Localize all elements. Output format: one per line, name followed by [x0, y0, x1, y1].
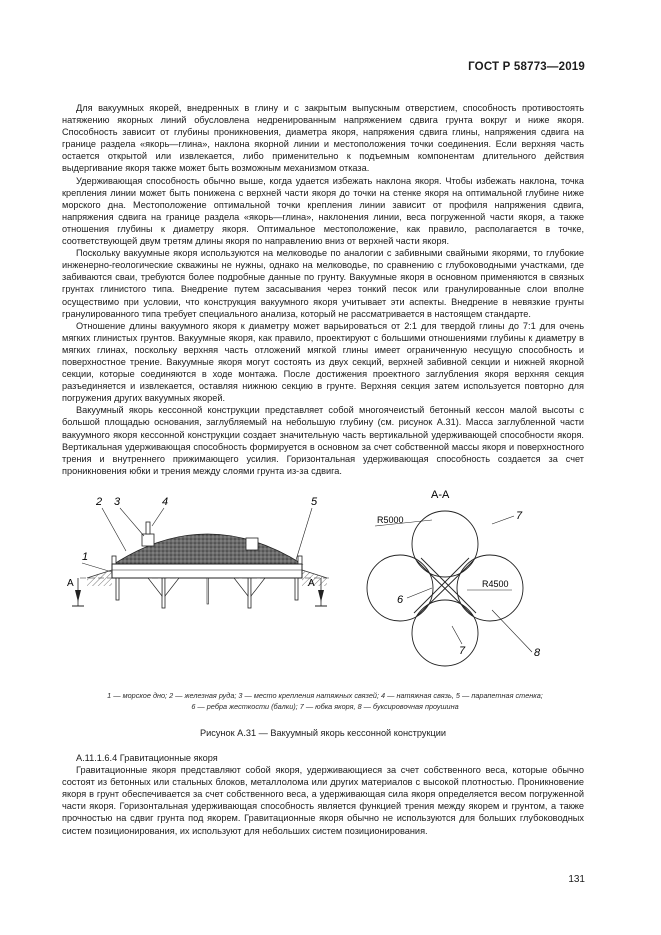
document-header: ГОСТ Р 58773—2019	[468, 61, 585, 73]
section-paragraph: Гравитационные якоря представляют собой якоря, удерживающиеся за счет собственного веса, которые обычно состоят из бетонных или стальных блоков, металлолома или других материалов с высокой плотностью. Проникновение якоря в грунт обеспечивается за счет собственного веса, а удерживающая сила якоря определяется весом погруженной части якоря. Горизонтальная удерживающая способность является функцией трения между якорем и грунтом, а также прочностью на сдвиг грунта под якорем. Гравитационные якоря обычно не используются для больших глубоководных систем позиционирования, их используют для небольших систем позиционирования.	[62, 765, 584, 836]
figure-drawing	[62, 486, 592, 686]
paragraph: Удерживающая способность обычно выше, когда удается избежать наклона якоря. Чтобы избежать наклона, точка крепления линии может быть понижена с верхней части якоря до точки на стенке якоря на оптимальной глубине ниже морского дна. Местоположение оптимальной точки крепления линии зависит от профиля напряжения сдвига, напряжения сдвига на границе раздела «якорь—глина», наклонения линии, веса погруженной части якоря, а также отношения глубины к диаметру якоря. Оптимальное местоположение, как правило, располагается в точке, соответствующей двум третям длины якоря по направлению вниз от верхней части якоря.	[62, 175, 584, 247]
callout-7-bottom: 7	[459, 645, 466, 657]
side-view	[67, 496, 332, 608]
figure-caption: Рисунок А.31 — Вакуумный якорь кессонной конструкции	[199, 728, 446, 738]
page-number: 131	[568, 874, 585, 885]
section-label: А-А	[431, 489, 450, 501]
paragraph: Для вакуумных якорей, внедренных в глину и с закрытым выпускным отверстием, способность противостоять натяжению якорных линий обусловлена недренированным напряжением сдвига грунта вокруг и ниже якоря. Способность зависит от глубины проникновения, диаметра якоря, напряжения сдвига глины, напряжения сдвига на границе раздела «якорь—глина», наклона якорной линии и местоположения точки соединения. Если верхняя часть остается открытой или извлекается, либо применительно к подъемным компонентам длительного действия выдергивание якоря также может быть возможным механизмом отказа.	[62, 103, 584, 174]
main-text	[62, 102, 584, 477]
paragraph: Отношение длины вакуумного якоря к диаметру может варьироваться от 2:1 для твердой глины до 7:1 для очень мягких глинистых грунтов. Вакуумные якоря, как правило, проектируют с большими отношениями глубины к диаметру в мягких глинах, поскольку верхняя часть отложений мягкой глины имеет ограниченную несущую способность и поверхностное трение. Вакуумные якоря могут состоять из двух секций, верхней забивной секции и нижней якорной секции, которые соединяются в ходе монтажа. После достижения проектного заглубления якоря верхняя секция разъединяется и извлекается, оставляя нижнюю секцию в грунте. Верхняя секция затем используется повторно для погружения других вакуумных якорей.	[62, 320, 584, 404]
callout-2: 2	[96, 496, 103, 508]
gravity-anchor-section	[62, 752, 584, 837]
legend-line-1: 1 — морское дно; 2 — железная руда; 3 — место крепления натяжных связей; 4 — натяжная связь, 5 — парапетная стенка;	[107, 691, 543, 700]
plan-view	[367, 489, 541, 666]
callout-1: 1	[82, 551, 89, 563]
callout-3: 3	[114, 496, 121, 508]
paragraph: Поскольку вакуумные якоря используются на мелководье по аналогии с забивными свайными якорями, то глубокие инженерно-геологические скважины не нужны, однако на мелководье, по сравнению с глубоководными участками, где забиваются сваи, требуются более подробные данные по грунту. Вакуумные якоря в основном применяются в связных грунтах глинистого типа. Внедрение путем засасывания через тонкий песок или гранулированные слои вполне осуществимо при условии, что конструкция вакуумного якоря учитывает эти аспекты. Внедрение в невязкие грунты гранулированного типа требует специального анализа, который не рассматривается в настоящем стандарте.	[62, 248, 584, 319]
arrow-label-left: А	[67, 578, 74, 589]
arrow-label-right: А	[308, 578, 315, 589]
radius-inner-label: R4500	[482, 579, 509, 589]
callout-7-top: 7	[516, 510, 523, 522]
callout-5: 5	[311, 496, 318, 508]
callout-4: 4	[162, 496, 169, 508]
callout-8: 8	[534, 647, 541, 659]
section-heading: А.11.1.6.4 Гравитационные якоря	[76, 753, 218, 763]
legend-line-2: 6 — ребра жесткости (балки); 7 — юбка якоря, 8 — буксировочная проушина	[191, 702, 459, 711]
figure-legend	[60, 690, 590, 712]
callout-6: 6	[397, 594, 404, 606]
radius-outer-label: R5000	[377, 515, 404, 525]
paragraph: Вакуумный якорь кессонной конструкции представляет собой многоячеистый бетонный кессон малой высоты с большой площадью основания, заглубляемый на небольшую глубину (см. рисунок А.31). Масса заглубленной части вакуумного якоря кессонной конструкции создает значительную часть вертикальной удерживающей способности якоря. Вертикальная удерживающая способность формируется в основном за счет собственной массы якоря и поверхностного трения и внутреннего прижимающего усилия. Горизонтальная удерживающая способность создается за счет проникновения юбки и трения между слоями грунта из-за сдвига.	[62, 405, 584, 476]
caisson-anchor-figure	[62, 486, 592, 686]
